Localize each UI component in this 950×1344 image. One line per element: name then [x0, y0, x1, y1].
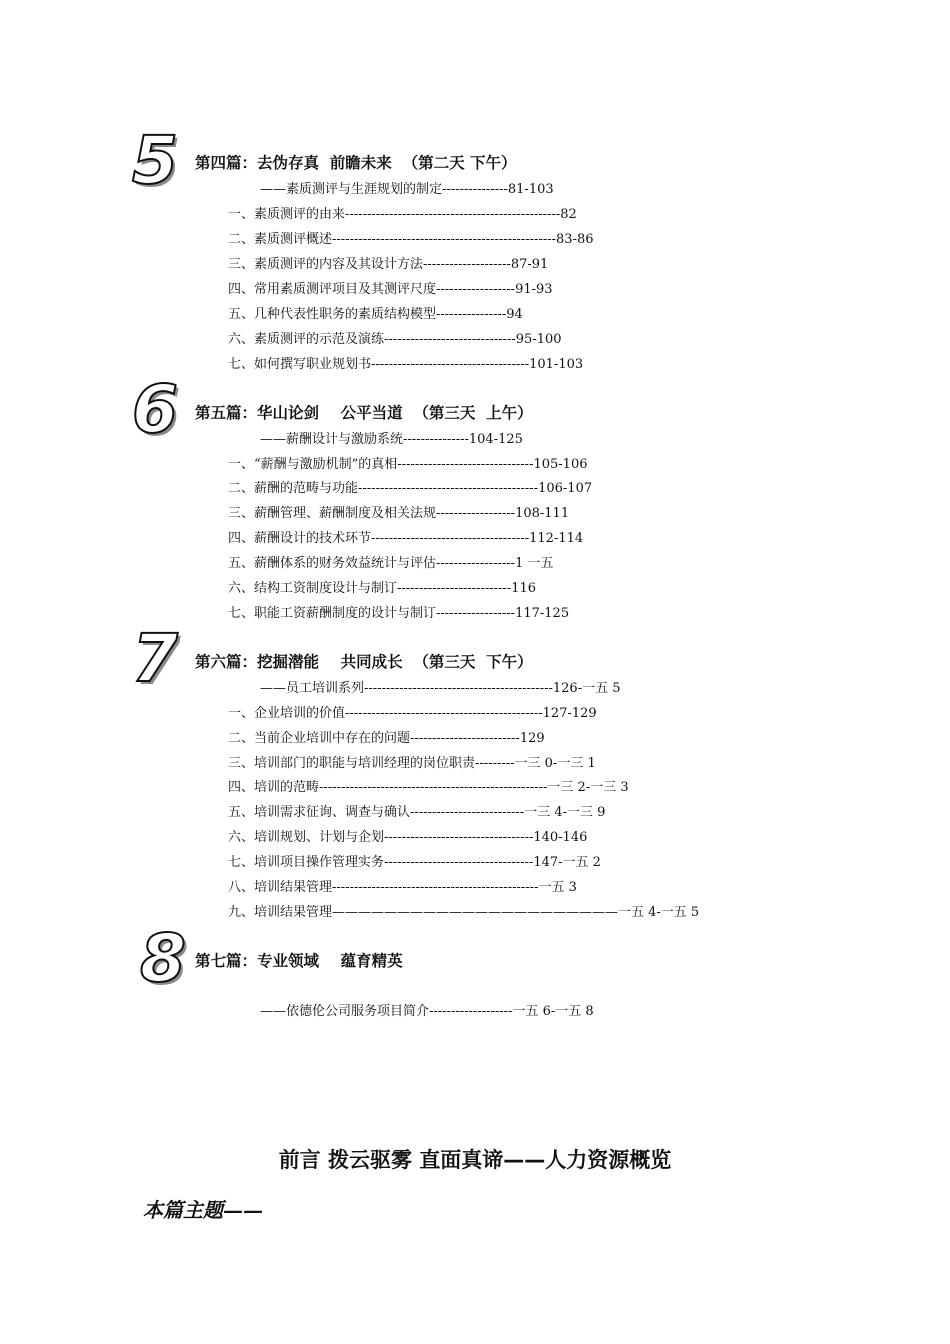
toc-item: 一、“薪酬与激励机制”的真相-------------------------------105-106 — [228, 457, 588, 472]
toc-item: 三、素质测评的内容及其设计方法--------------------87-91 — [228, 257, 549, 272]
section-number-5: 5 — [132, 122, 178, 199]
toc-item: 二、当前企业培训中存在的问题-------------------------129 — [228, 731, 545, 746]
part-subtitle: ——素质测评与生涯规划的制定---------------81-103 — [260, 182, 554, 197]
part-subtitle: ——员工培训系列-------------------------------------------126-一五 5 — [260, 681, 621, 696]
part-subtitle: ——依德伦公司服务项目简介-------------------一五 6-一五 8 — [260, 1004, 594, 1019]
part-title: 第六篇：挖掘潜能 共同成长 （第三天 下午） — [195, 653, 533, 671]
toc-item: 五、培训需求征询、调查与确认--------------------------一三 4-一三 9 — [228, 805, 606, 820]
toc-item: 三、薪酬管理、薪酬制度及相关法规------------------108-111 — [228, 506, 570, 521]
toc-item: 一、素质测评的由来-------------------------------------------------82 — [228, 207, 577, 222]
toc-item: 九、培训结果管理——————————————————————一五 4-一五 5 — [228, 905, 700, 920]
toc-item: 六、培训规划、计划与企划----------------------------------140-146 — [228, 830, 588, 845]
toc-item: 七、如何撰写职业规划书------------------------------------101-103 — [228, 357, 584, 372]
part-title: 第七篇：专业领域 蕴育精英 — [195, 952, 403, 970]
foreword-heading: 前言 拨云驱雾 直面真谛——人力资源概览 — [278, 1148, 672, 1172]
part-title: 第五篇：华山论剑 公平当道 （第三天 上午） — [195, 404, 533, 422]
part-title: 第四篇：去伪存真 前瞻未来 （第二天 下午） — [195, 154, 517, 172]
toc-item: 四、常用素质测评项目及其测评尺度------------------91-93 — [228, 282, 553, 297]
toc-item: 四、薪酬设计的技术环节------------------------------------112-114 — [228, 531, 584, 546]
toc-item: 七、培训项目操作管理实务----------------------------------147-一五 2 — [228, 855, 601, 870]
part-subtitle: ——薪酬设计与激励系统---------------104-125 — [260, 432, 523, 447]
toc-item: 三、培训部门的职能与培训经理的岗位职责---------一三 0-一三 1 — [228, 756, 596, 771]
toc-item: 五、薪酬体系的财务效益统计与评估------------------1 一五 — [228, 556, 554, 571]
toc-item: 五、几种代表性职务的素质结构模型----------------94 — [228, 307, 523, 322]
section-number-6: 6 — [132, 371, 178, 448]
section-number-7: 7 — [132, 620, 178, 697]
toc-item: 七、职能工资薪酬制度的设计与制订------------------117-125 — [228, 606, 570, 621]
toc-item: 一、企业培训的价值---------------------------------------------127-129 — [228, 706, 597, 721]
toc-item: 六、结构工资制度设计与制订--------------------------116 — [228, 581, 537, 596]
toc-item: 八、培训结果管理-----------------------------------------------一五 3 — [228, 880, 577, 895]
toc-item: 四、培训的范畴----------------------------------------------------一三 2-一三 3 — [228, 780, 629, 795]
toc-item: 六、素质测评的示范及演练------------------------------95-100 — [228, 332, 562, 347]
theme-label: 本篇主题—— — [143, 1198, 263, 1222]
toc-item: 二、薪酬的范畴与功能-----------------------------------------106-107 — [228, 481, 593, 496]
toc-item: 二、素质测评概述---------------------------------------------------83-86 — [228, 232, 594, 247]
section-number-8: 8 — [140, 920, 186, 997]
